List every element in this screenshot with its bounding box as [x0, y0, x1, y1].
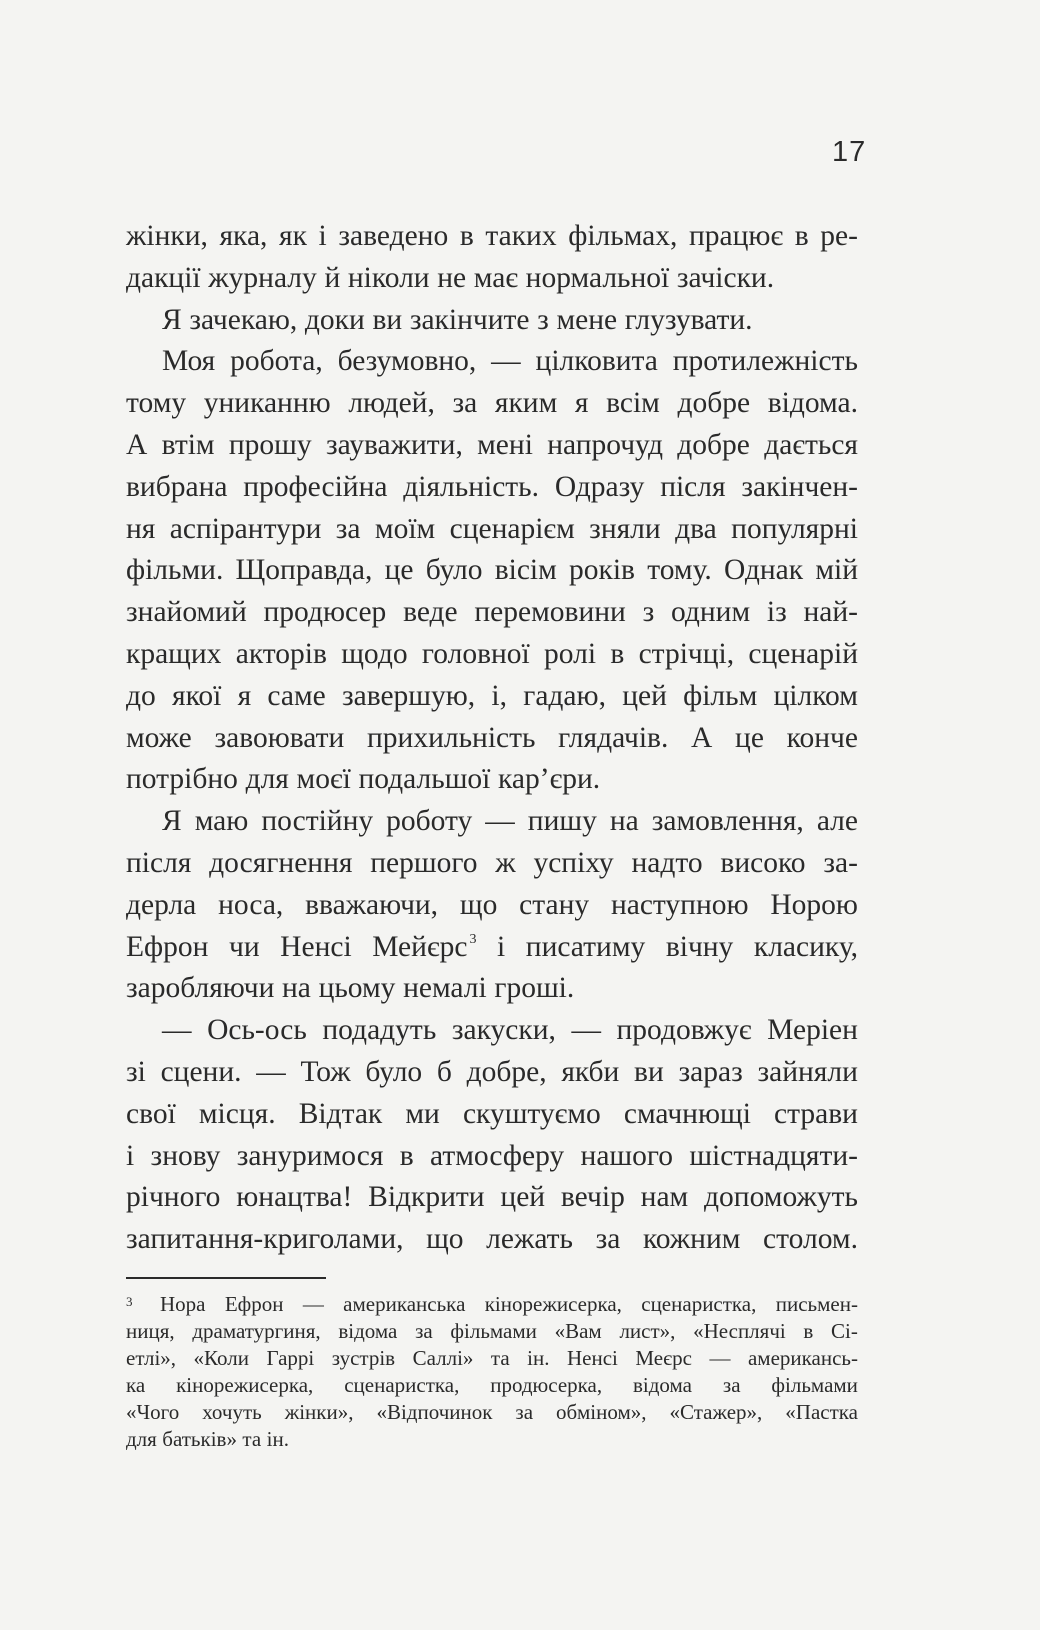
word: заробляючи: [126, 972, 275, 1005]
word: закінчен-: [741, 470, 858, 503]
word: втім: [161, 428, 215, 461]
word: людей,: [348, 387, 435, 420]
word: цьому: [318, 972, 396, 1005]
word: Моя: [162, 345, 216, 378]
word: зайняли: [757, 1055, 858, 1088]
word: щодо: [341, 637, 408, 670]
text-line: [126, 718, 858, 760]
word: закуски,: [451, 1014, 556, 1047]
body-text: [126, 216, 858, 1261]
word: професійна: [243, 470, 388, 503]
word: років: [569, 554, 635, 587]
footnote-divider: [126, 1277, 326, 1279]
word: але: [816, 805, 858, 838]
word: має: [473, 261, 519, 294]
word: подальшої: [358, 763, 491, 796]
word: глузувати.: [624, 303, 753, 336]
word: драматургиня,: [192, 1319, 321, 1343]
word: Відтак: [298, 1097, 383, 1130]
word: допоможуть: [704, 1181, 858, 1214]
text-line: [126, 383, 858, 425]
word: фільм: [683, 679, 758, 712]
word: хочуть: [202, 1400, 262, 1424]
word: вибрана: [126, 470, 228, 503]
word: ніколи: [347, 261, 430, 294]
word: Меріен: [767, 1014, 858, 1047]
word: Однак: [723, 554, 804, 587]
text-line: [126, 300, 858, 342]
word: прихильність: [367, 721, 536, 754]
word: Тож: [300, 1055, 351, 1088]
word: ж: [495, 846, 516, 879]
word: юнацтва!: [236, 1181, 353, 1214]
word: першого: [370, 846, 478, 879]
word: доки: [304, 303, 365, 336]
word: кінорежисерка,: [484, 1292, 622, 1316]
word: мене: [556, 303, 618, 336]
word: ниця,: [126, 1319, 175, 1343]
text-line: [126, 885, 858, 927]
word: вічну: [665, 930, 734, 963]
word: з: [537, 303, 549, 336]
word: фільмах,: [568, 220, 678, 252]
word: зачекаю,: [189, 303, 298, 336]
text-line: [126, 843, 858, 885]
text-line: [126, 676, 858, 718]
word: саме: [267, 679, 326, 712]
word: ін.: [266, 1427, 289, 1451]
word: добре: [677, 387, 751, 420]
word: вісім: [494, 554, 557, 587]
word: зі: [126, 1055, 146, 1088]
word: стану: [519, 888, 590, 921]
word: носа,: [218, 888, 284, 921]
word: сценаристка,: [344, 1373, 460, 1397]
word: ін.: [527, 1346, 550, 1370]
word: за: [335, 512, 361, 545]
word: таких: [485, 220, 557, 252]
word: Одразу: [554, 470, 645, 503]
word: кар’єри.: [498, 763, 601, 796]
word: напрочуд: [547, 428, 663, 461]
word: два: [675, 512, 717, 545]
word: досягнення: [209, 846, 353, 879]
word: столом.: [763, 1223, 858, 1256]
word: запитання-криголами,: [126, 1223, 404, 1256]
word: американська: [343, 1292, 466, 1316]
word: фільми.: [126, 554, 224, 587]
text-line: [126, 258, 858, 300]
word: всім: [606, 387, 660, 420]
word: Гаррі: [266, 1346, 315, 1370]
word: «Стажер»,: [669, 1400, 763, 1424]
word: до: [126, 679, 156, 712]
word: лист»,: [619, 1319, 676, 1343]
word: в: [459, 220, 474, 252]
word: Ненсі: [567, 1346, 618, 1370]
text-line: [126, 968, 858, 1010]
text-line: [126, 1010, 858, 1052]
word: завершую,: [341, 679, 476, 712]
word: свої: [126, 1097, 176, 1130]
word: знайомий: [126, 596, 247, 629]
word: «Вам: [554, 1319, 602, 1343]
word: глядачів.: [558, 721, 669, 754]
word: сценарій: [748, 637, 858, 670]
word: надто: [631, 846, 703, 879]
word: в: [610, 637, 625, 670]
word: популярні: [731, 512, 858, 545]
word: продюсерка,: [490, 1373, 603, 1397]
word: жінки»,: [284, 1400, 354, 1424]
word: роботу: [386, 805, 473, 838]
word: —: [709, 1346, 731, 1370]
word: було: [365, 1055, 423, 1088]
word: Я: [162, 303, 182, 336]
word: стрічці,: [638, 637, 735, 670]
word: Ось-ось: [207, 1014, 307, 1047]
word: і,: [491, 679, 507, 712]
word: зараз: [678, 1055, 743, 1088]
word: веде: [403, 596, 458, 629]
word: Нора: [160, 1292, 206, 1316]
word: та: [242, 1427, 262, 1451]
word: «Несплячі: [693, 1319, 786, 1343]
word: обміном»,: [556, 1400, 647, 1424]
word: яким: [494, 387, 558, 420]
word: нам: [640, 1181, 689, 1214]
word: А: [691, 721, 713, 754]
word: перемовини: [474, 596, 626, 629]
word: етлі»,: [126, 1346, 177, 1370]
word: закінчите: [409, 303, 530, 336]
word: Я: [162, 805, 182, 838]
word: для: [126, 1427, 157, 1451]
word: за: [452, 387, 478, 420]
word: високо: [720, 846, 806, 879]
word: знову: [150, 1139, 221, 1172]
word: із: [766, 596, 787, 629]
word: зачіски.: [676, 261, 775, 294]
word: відома: [633, 1373, 693, 1397]
word: Ефрон: [224, 1292, 284, 1316]
text-line: [126, 801, 858, 843]
word: скуштуємо: [462, 1097, 601, 1130]
word: після: [660, 470, 726, 503]
word: ре-: [820, 220, 858, 252]
word: замовлення,: [651, 805, 804, 838]
word: було: [425, 554, 483, 587]
text-line: [126, 927, 858, 969]
page-number: 17: [832, 136, 867, 168]
text-line: [126, 1177, 858, 1219]
word: безумовно,: [337, 345, 477, 378]
word: Відкрити: [368, 1181, 485, 1214]
word: працює: [688, 220, 784, 252]
word: Щоправда,: [235, 554, 373, 587]
word: головної: [421, 637, 530, 670]
word: дається: [764, 428, 858, 461]
word: «Пастка: [785, 1400, 858, 1424]
word: —: [302, 1292, 324, 1316]
text-line: [126, 216, 858, 258]
word: жінки,: [126, 220, 208, 252]
word: Мейєрс $^3$: [372, 930, 477, 963]
word: страви: [774, 1097, 858, 1130]
word: сценаристка,: [641, 1292, 757, 1316]
word: б: [436, 1055, 452, 1088]
word: як: [279, 220, 307, 252]
word: діяльність.: [403, 470, 540, 503]
word: на: [282, 972, 311, 1005]
text-line: [126, 425, 858, 467]
word: відома: [338, 1319, 398, 1343]
word: униканню: [203, 387, 331, 420]
word: завоювати: [214, 721, 345, 754]
word: що: [459, 888, 498, 921]
word: за: [415, 1319, 433, 1343]
word: не: [437, 261, 467, 294]
word: чи: [228, 930, 260, 963]
word: ми: [405, 1097, 440, 1130]
footnote-line: [126, 1291, 858, 1318]
word: пишу: [527, 805, 597, 838]
word: смачнющі: [623, 1097, 751, 1130]
word: фільмами: [771, 1373, 858, 1397]
word: потрібно: [126, 763, 238, 796]
word: може: [126, 721, 192, 754]
word: атмосферу: [430, 1139, 565, 1172]
word: гроші.: [494, 972, 575, 1005]
word: і: [126, 1139, 135, 1172]
word: кращих: [126, 637, 222, 670]
text-line: [126, 759, 858, 801]
word: Меєрс: [635, 1346, 692, 1370]
word: в: [803, 1319, 814, 1343]
word: зняли: [589, 512, 661, 545]
word: за-: [823, 846, 858, 879]
word: цілковита: [535, 345, 658, 378]
word: нашого: [580, 1139, 673, 1172]
footnote-line: [126, 1345, 858, 1372]
word: прошу: [228, 428, 312, 461]
text-line: [126, 509, 858, 551]
word: в: [794, 220, 809, 252]
word: і: [318, 220, 327, 252]
footnote-line: [126, 1399, 858, 1426]
word: за: [515, 1400, 534, 1424]
word: моєї: [296, 763, 351, 796]
word: Ефрон: [126, 930, 209, 963]
word: за: [722, 1373, 741, 1397]
word: річного: [126, 1181, 221, 1214]
word: «Відпочинок: [376, 1400, 493, 1424]
word: вечір: [560, 1181, 625, 1214]
word: —: [162, 1014, 192, 1047]
text-line: [126, 1094, 858, 1136]
word: Ненсі: [280, 930, 352, 963]
word: мій: [815, 554, 858, 587]
word: конче: [786, 721, 858, 754]
text-line: [126, 1219, 858, 1261]
word: з: [642, 596, 655, 629]
word: —: [256, 1055, 286, 1088]
word: кінорежисерка,: [176, 1373, 314, 1397]
word: най-: [803, 596, 858, 629]
word: сцени.: [160, 1055, 242, 1088]
word: на: [609, 805, 639, 838]
word: акторів: [235, 637, 327, 670]
word: відома.: [767, 387, 858, 420]
word: робота,: [230, 345, 323, 378]
word: й: [324, 261, 341, 294]
word: дакції: [126, 261, 201, 294]
footnote: [126, 1291, 858, 1453]
text-line: [126, 1136, 858, 1178]
word: продюсер: [263, 596, 387, 629]
text-line: [126, 634, 858, 676]
word: А: [126, 428, 148, 461]
word: в: [399, 1139, 414, 1172]
word: «Коли: [193, 1346, 249, 1370]
text-line: [126, 467, 858, 509]
text-line: [126, 550, 858, 592]
word: заведено: [338, 220, 449, 252]
word: зустрів: [331, 1346, 396, 1370]
word: нормальної: [525, 261, 670, 294]
word: для: [245, 763, 289, 796]
word: тому.: [647, 554, 712, 587]
footnote-line: [126, 1318, 858, 1345]
word: і: [497, 930, 506, 963]
word: —: [485, 805, 515, 838]
word: немалі: [403, 972, 487, 1005]
word: якої: [172, 679, 222, 712]
footnote-line: [126, 1426, 858, 1453]
word: після: [126, 846, 192, 879]
word: кожним: [642, 1223, 741, 1256]
word: протилежність: [672, 345, 858, 378]
word: лежать: [486, 1223, 574, 1256]
word: ня: [126, 512, 156, 545]
word: яка,: [219, 220, 268, 252]
word: письмен-: [775, 1292, 858, 1316]
word: подадуть: [322, 1014, 437, 1047]
footnote-line: [126, 1372, 858, 1399]
word: ка: [126, 1373, 146, 1397]
word: ролі: [544, 637, 597, 670]
word: добре: [677, 428, 750, 461]
word: ви: [634, 1055, 664, 1088]
footnote-marker: 3: [126, 1294, 133, 1309]
footnote-reference: 3: [469, 931, 477, 947]
word: сценарієм: [449, 512, 575, 545]
word: місця.: [198, 1097, 276, 1130]
word: це: [384, 554, 414, 587]
text-line: [126, 1052, 858, 1094]
word: Норою: [770, 888, 858, 921]
word: добре,: [466, 1055, 547, 1088]
word: за: [595, 1223, 621, 1256]
word: Саллі»: [412, 1346, 474, 1370]
word: постійну: [261, 805, 374, 838]
word: зануримося: [236, 1139, 384, 1172]
word: одним: [670, 596, 751, 629]
word: фільмами: [450, 1319, 537, 1343]
word: шістнадцяти-: [689, 1139, 858, 1172]
word: —: [571, 1014, 601, 1047]
word: —: [491, 345, 521, 378]
word: цей: [622, 679, 667, 712]
word: Сі-: [831, 1319, 858, 1343]
word: продовжує: [616, 1014, 752, 1047]
word: вважаючи,: [305, 888, 439, 921]
word: наступною: [610, 888, 749, 921]
word: якби: [561, 1055, 620, 1088]
word: «Чого: [126, 1400, 180, 1424]
word: зауважити,: [325, 428, 463, 461]
word: класику,: [753, 930, 858, 963]
word: американсь-: [747, 1346, 858, 1370]
word: дерла: [126, 888, 197, 921]
word: батьків»: [162, 1427, 237, 1451]
word: цей: [500, 1181, 546, 1214]
word: гадаю,: [523, 679, 606, 712]
word: писатиму: [525, 930, 646, 963]
word: ви: [372, 303, 403, 336]
text-line: [126, 341, 858, 383]
word: аспірантури: [169, 512, 322, 545]
word: це: [735, 721, 764, 754]
word: моїм: [374, 512, 436, 545]
word: мені: [477, 428, 533, 461]
word: маю: [194, 805, 249, 838]
word: я: [237, 679, 252, 712]
word: журналу: [208, 261, 317, 294]
word: успіху: [533, 846, 614, 879]
text-line: [126, 592, 858, 634]
word: я: [574, 387, 589, 420]
word: тому: [126, 387, 187, 420]
word: та: [490, 1346, 510, 1370]
word: цілком: [773, 679, 858, 712]
word: що: [426, 1223, 464, 1256]
